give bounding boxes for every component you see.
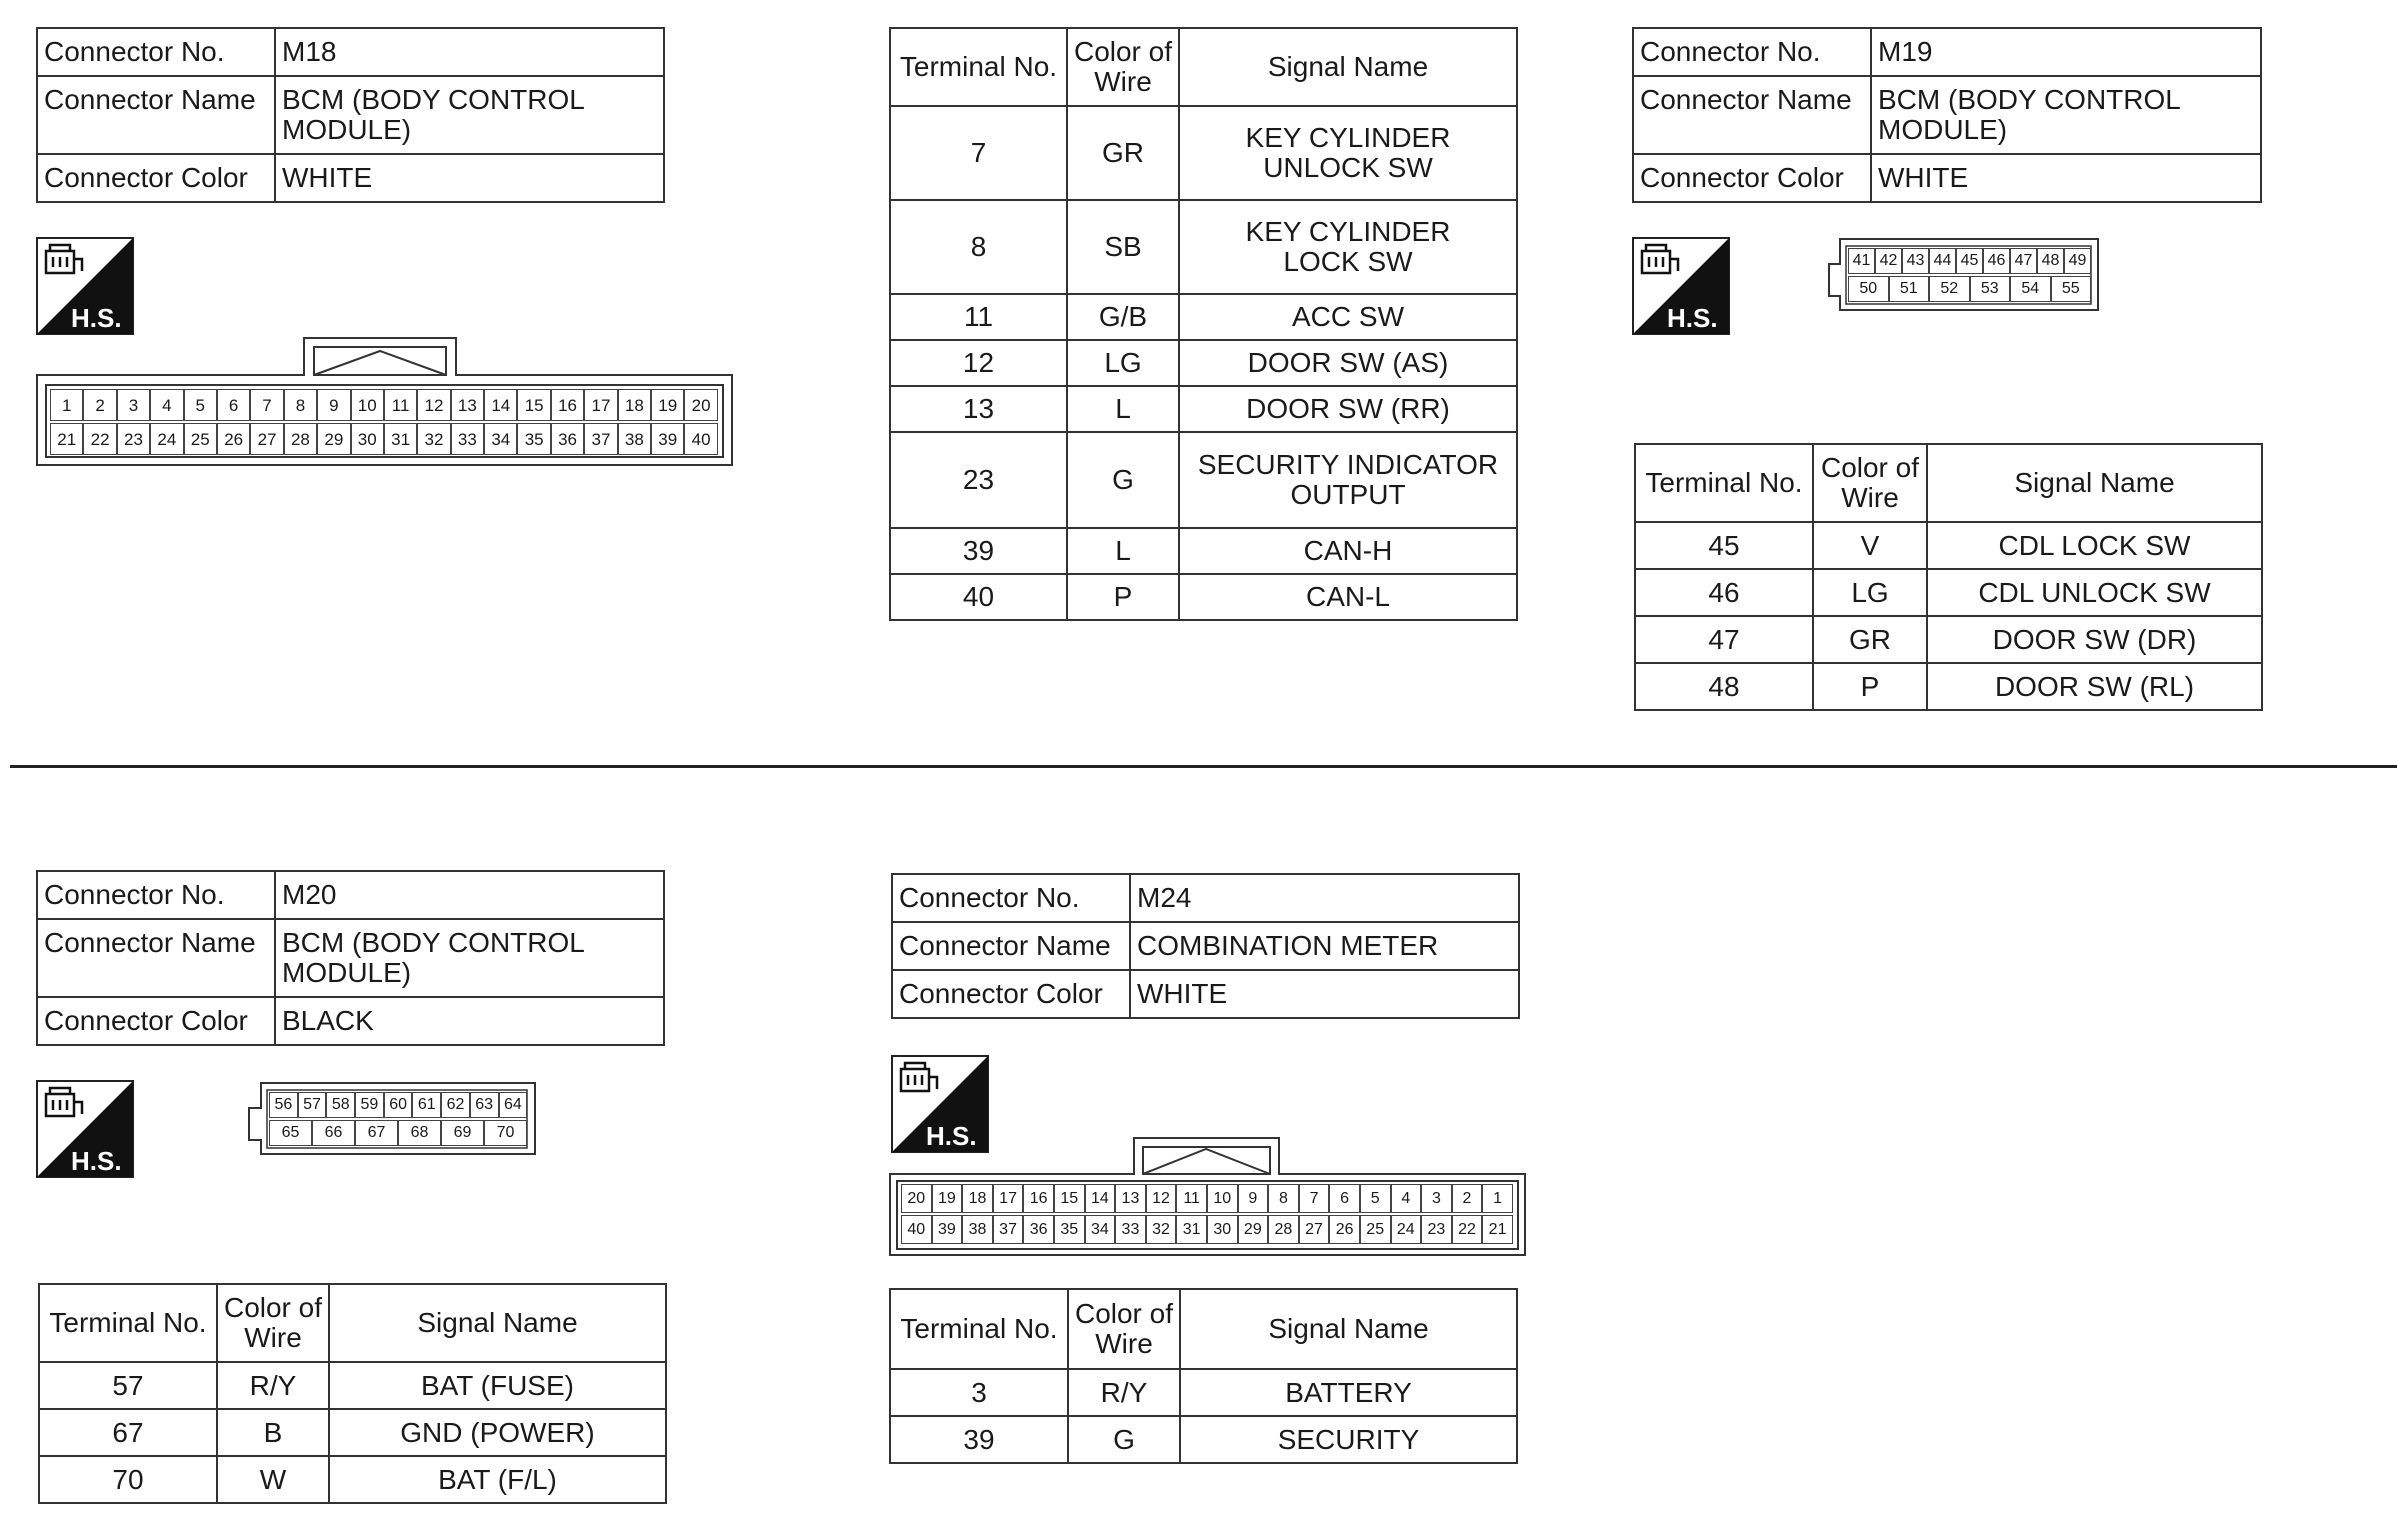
signal-name-cell: BAT (F/L): [329, 1456, 666, 1503]
pin-cavity: 66: [312, 1120, 355, 1146]
connector-color-value: WHITE: [1871, 154, 2261, 202]
pin-cavity: 53: [1970, 276, 2011, 302]
pin-cavity: 13: [451, 389, 484, 421]
table-row: [1635, 663, 2262, 710]
header-line: Color of: [1074, 1298, 1174, 1329]
signal-name-header: Signal Name: [1179, 28, 1517, 106]
connector-color-value: WHITE: [275, 154, 664, 202]
pin-cavity: 36: [1023, 1215, 1054, 1244]
pin-cavity: 61: [412, 1092, 441, 1118]
terminal-no-cell: 46: [1635, 569, 1813, 616]
hs-label: H.S.: [1667, 303, 1718, 333]
pin-cavity: 58: [326, 1092, 355, 1118]
pin-cavity: 10: [351, 389, 384, 421]
pin-cavity: 33: [1115, 1215, 1146, 1244]
connector-name-label: Connector Name: [37, 76, 275, 154]
pin-cavity: 38: [962, 1215, 993, 1244]
pin-cavity: 41: [1848, 248, 1875, 274]
connector-no-value: M24: [1130, 874, 1519, 922]
terminal-no-cell: 39: [890, 1416, 1068, 1463]
pin-cavity: 21: [1482, 1215, 1513, 1244]
pin-cavity: 55: [2051, 276, 2092, 302]
pin-cavity: 44: [1929, 248, 1956, 274]
signal-name-cell: CAN-H: [1179, 528, 1517, 574]
pin-cavity: 40: [684, 423, 717, 455]
pin-cavity: 7: [1299, 1184, 1330, 1213]
pin-cavity: 68: [398, 1120, 441, 1146]
harness-side-icon: [36, 1080, 134, 1178]
connector-name-value: [1871, 76, 2261, 154]
table-row: [39, 1409, 666, 1456]
table-row: [890, 574, 1517, 620]
wire-color-cell: LG: [1067, 340, 1179, 386]
pin-cavity: 70: [484, 1120, 527, 1146]
connector-name-value: COMBINATION METER: [1130, 922, 1519, 970]
table-row: [890, 106, 1517, 200]
connector-name-value: [275, 919, 664, 997]
pin-cavity: 35: [1054, 1215, 1085, 1244]
terminal-no-cell: 11: [890, 294, 1067, 340]
pin-cavity: 39: [651, 423, 684, 455]
m18-connector-face: [36, 337, 733, 467]
header-line: Wire: [1094, 66, 1152, 97]
pin-cavity: 18: [618, 389, 651, 421]
wire-color-cell: G/B: [1067, 294, 1179, 340]
pin-cavity: 64: [499, 1092, 528, 1118]
signal-name-cell: BATTERY: [1180, 1369, 1517, 1416]
pin-cavity: 62: [441, 1092, 470, 1118]
signal-line: LOCK SW: [1283, 246, 1413, 277]
pin-cavity: 33: [451, 423, 484, 455]
wire-color-cell: V: [1813, 522, 1927, 569]
m19-info-table: [1632, 27, 2262, 203]
wire-color-cell: G: [1068, 1416, 1180, 1463]
pin-cavity: 34: [484, 423, 517, 455]
wire-color-cell: P: [1067, 574, 1179, 620]
pin-row-top: [50, 389, 718, 421]
table-row: [890, 340, 1517, 386]
connector-color-value: WHITE: [1130, 970, 1519, 1018]
m24-terminal-table: [889, 1288, 1518, 1464]
signal-line: SECURITY INDICATOR: [1197, 449, 1499, 480]
pin-cavity: 28: [1268, 1215, 1299, 1244]
terminal-no-cell: 70: [39, 1456, 217, 1503]
pin-cavity: 6: [1329, 1184, 1360, 1213]
pin-cavity: 3: [1421, 1184, 1452, 1213]
pin-cavity: 65: [269, 1120, 312, 1146]
pin-cavity: 19: [651, 389, 684, 421]
signal-name-cell: CAN-L: [1179, 574, 1517, 620]
table-row: [890, 294, 1517, 340]
connector-name-line: MODULE): [282, 114, 412, 145]
pin-cavity: 13: [1115, 1184, 1146, 1213]
terminal-no-header: Terminal No.: [890, 28, 1067, 106]
connector-name-value: [275, 76, 664, 154]
wire-color-cell: B: [217, 1409, 329, 1456]
pin-cavity: 34: [1085, 1215, 1116, 1244]
wire-color-header: [1067, 28, 1179, 106]
terminal-no-cell: 23: [890, 432, 1067, 528]
connector-no-label: Connector No.: [37, 28, 275, 76]
pin-row-top: [901, 1184, 1513, 1213]
wire-color-cell: GR: [1813, 616, 1927, 663]
signal-name-cell: DOOR SW (RL): [1927, 663, 2262, 710]
pin-cavity: 50: [1848, 276, 1889, 302]
m20-info-table: [36, 870, 665, 1046]
m19-connector-face: [1826, 238, 2113, 312]
pin-cavity: 52: [1929, 276, 1970, 302]
pin-cavity: 19: [932, 1184, 963, 1213]
pin-cavity: 30: [1207, 1215, 1238, 1244]
pin-cavity: 12: [1146, 1184, 1177, 1213]
wire-color-cell: G: [1067, 432, 1179, 528]
connector-color-label: Connector Color: [37, 154, 275, 202]
header-line: Wire: [1841, 482, 1899, 513]
pin-cavity: 14: [1085, 1184, 1116, 1213]
hs-label: H.S.: [926, 1121, 977, 1151]
pin-cavity: 15: [1054, 1184, 1085, 1213]
terminal-no-cell: 45: [1635, 522, 1813, 569]
connector-name-line: BCM (BODY CONTROL: [282, 927, 585, 958]
signal-line: UNLOCK SW: [1263, 152, 1433, 183]
wire-color-cell: R/Y: [217, 1362, 329, 1409]
wire-color-header: [217, 1284, 329, 1362]
pin-cavity: 4: [150, 389, 183, 421]
pin-cavity: 30: [351, 423, 384, 455]
terminal-no-cell: 3: [890, 1369, 1068, 1416]
pin-cavity: 24: [1391, 1215, 1422, 1244]
pin-cavity: 8: [1268, 1184, 1299, 1213]
pin-cavity: 9: [317, 389, 350, 421]
m24-info-table: [891, 873, 1520, 1019]
wire-color-cell: R/Y: [1068, 1369, 1180, 1416]
connector-name-line: BCM (BODY CONTROL: [1878, 84, 2181, 115]
pin-cavity: 60: [384, 1092, 413, 1118]
pin-cavity: 1: [1482, 1184, 1513, 1213]
signal-name-cell: GND (POWER): [329, 1409, 666, 1456]
pin-cavity: 25: [1360, 1215, 1391, 1244]
pin-cavity: 36: [551, 423, 584, 455]
terminal-no-cell: 12: [890, 340, 1067, 386]
harness-side-icon: [1632, 237, 1730, 335]
pin-cavity: 22: [83, 423, 116, 455]
wire-color-cell: L: [1067, 386, 1179, 432]
table-row: [1635, 616, 2262, 663]
signal-name-cell: DOOR SW (AS): [1179, 340, 1517, 386]
connector-color-label: Connector Color: [1633, 154, 1871, 202]
signal-name-header: Signal Name: [1180, 1289, 1517, 1369]
table-row: [890, 528, 1517, 574]
pin-cavity: 46: [1983, 248, 2010, 274]
m18-info-table: [36, 27, 665, 203]
signal-name-cell: ACC SW: [1179, 294, 1517, 340]
pin-row-top: [269, 1092, 527, 1118]
signal-name-cell: CDL LOCK SW: [1927, 522, 2262, 569]
pin-cavity: 18: [962, 1184, 993, 1213]
connector-no-label: Connector No.: [37, 871, 275, 919]
connector-name-line: BCM (BODY CONTROL: [282, 84, 585, 115]
header-line: Wire: [1095, 1328, 1153, 1359]
pin-cavity: 4: [1391, 1184, 1422, 1213]
pin-cavity: 27: [250, 423, 283, 455]
pin-cavity: 1: [50, 389, 83, 421]
pin-cavity: 25: [184, 423, 217, 455]
terminal-no-header: Terminal No.: [39, 1284, 217, 1362]
pin-cavity: 59: [355, 1092, 384, 1118]
pin-cavity: 43: [1902, 248, 1929, 274]
signal-name-header: Signal Name: [1927, 444, 2262, 522]
pin-cavity: 27: [1299, 1215, 1330, 1244]
pin-cavity: 51: [1889, 276, 1930, 302]
connector-no-label: Connector No.: [1633, 28, 1871, 76]
connector-color-label: Connector Color: [37, 997, 275, 1045]
signal-name-cell: [1179, 106, 1517, 200]
section-divider: [10, 765, 2397, 768]
table-row: [890, 200, 1517, 294]
pin-cavity: 11: [1176, 1184, 1207, 1213]
pin-cavity: 42: [1875, 248, 1902, 274]
header-line: Wire: [244, 1322, 302, 1353]
wire-color-cell: LG: [1813, 569, 1927, 616]
pin-cavity: 37: [993, 1215, 1024, 1244]
pin-cavity: 9: [1238, 1184, 1269, 1213]
terminal-no-cell: 39: [890, 528, 1067, 574]
connector-name-line: MODULE): [1878, 114, 2008, 145]
pin-cavity: 20: [684, 389, 717, 421]
header-line: Color of: [223, 1292, 323, 1323]
pin-row-top: [1848, 248, 2091, 274]
connector-no-value: M20: [275, 871, 664, 919]
connector-name-label: Connector Name: [37, 919, 275, 997]
terminal-no-cell: 47: [1635, 616, 1813, 663]
pin-cavity: 5: [1360, 1184, 1391, 1213]
pin-cavity: 8: [284, 389, 317, 421]
pin-cavity: 31: [384, 423, 417, 455]
table-row: [39, 1456, 666, 1503]
pin-cavity: 69: [441, 1120, 484, 1146]
terminal-no-cell: 7: [890, 106, 1067, 200]
signal-name-cell: SECURITY: [1180, 1416, 1517, 1463]
header-line: Color of: [1820, 452, 1920, 483]
pin-cavity: 31: [1176, 1215, 1207, 1244]
signal-name-cell: CDL UNLOCK SW: [1927, 569, 2262, 616]
terminal-no-cell: 67: [39, 1409, 217, 1456]
connector-no-value: M18: [275, 28, 664, 76]
pin-cavity: 22: [1452, 1215, 1483, 1244]
terminal-no-cell: 57: [39, 1362, 217, 1409]
m20-terminal-table: [38, 1283, 667, 1504]
pin-cavity: 16: [551, 389, 584, 421]
pin-cavity: 57: [298, 1092, 327, 1118]
pin-row-bottom: [50, 423, 718, 455]
pin-cavity: 40: [901, 1215, 932, 1244]
hs-label: H.S.: [71, 1146, 122, 1176]
terminal-no-cell: 13: [890, 386, 1067, 432]
pin-cavity: 7: [250, 389, 283, 421]
signal-line: OUTPUT: [1290, 479, 1406, 510]
signal-name-cell: [1179, 432, 1517, 528]
header-line: Color of: [1073, 36, 1173, 67]
connector-color-label: Connector Color: [892, 970, 1130, 1018]
pin-cavity: 20: [901, 1184, 932, 1213]
connector-name-label: Connector Name: [1633, 76, 1871, 154]
connector-no-label: Connector No.: [892, 874, 1130, 922]
pin-cavity: 15: [517, 389, 550, 421]
pin-cavity: 49: [2064, 248, 2091, 274]
signal-name-cell: BAT (FUSE): [329, 1362, 666, 1409]
pin-cavity: 67: [355, 1120, 398, 1146]
m19-terminal-table: [1634, 443, 2263, 711]
wire-color-cell: P: [1813, 663, 1927, 710]
table-row: [890, 386, 1517, 432]
pin-cavity: 11: [384, 389, 417, 421]
connector-no-value: M19: [1871, 28, 2261, 76]
pin-cavity: 21: [50, 423, 83, 455]
hs-label: H.S.: [71, 303, 122, 333]
pin-cavity: 29: [1238, 1215, 1269, 1244]
m20-connector-face: [247, 1082, 537, 1156]
pin-cavity: 32: [1146, 1215, 1177, 1244]
wire-color-cell: GR: [1067, 106, 1179, 200]
wire-color-cell: L: [1067, 528, 1179, 574]
pin-cavity: 29: [317, 423, 350, 455]
pin-cavity: 17: [584, 389, 617, 421]
pin-cavity: 12: [417, 389, 450, 421]
pin-cavity: 26: [217, 423, 250, 455]
table-row: [890, 432, 1517, 528]
wire-color-cell: SB: [1067, 200, 1179, 294]
pin-cavity: 6: [217, 389, 250, 421]
harness-side-icon: [36, 237, 134, 335]
pin-cavity: 24: [150, 423, 183, 455]
signal-name-cell: [1179, 200, 1517, 294]
wire-color-header: [1068, 1289, 1180, 1369]
pin-cavity: 28: [284, 423, 317, 455]
terminal-no-cell: 8: [890, 200, 1067, 294]
m24-connector-face: [889, 1137, 1527, 1257]
wire-color-header: [1813, 444, 1927, 522]
pin-cavity: 45: [1956, 248, 1983, 274]
wire-color-cell: W: [217, 1456, 329, 1503]
pin-cavity: 56: [269, 1092, 298, 1118]
pin-cavity: 47: [2010, 248, 2037, 274]
signal-name-header: Signal Name: [329, 1284, 666, 1362]
pin-cavity: 32: [417, 423, 450, 455]
pin-row-bottom: [269, 1120, 527, 1146]
pin-cavity: 39: [932, 1215, 963, 1244]
connector-name-line: MODULE): [282, 957, 412, 988]
signal-line: KEY CYLINDER: [1245, 122, 1451, 153]
pin-cavity: 10: [1207, 1184, 1238, 1213]
pin-cavity: 37: [584, 423, 617, 455]
table-row: [890, 1369, 1517, 1416]
pin-cavity: 14: [484, 389, 517, 421]
pin-cavity: 5: [184, 389, 217, 421]
pin-cavity: 63: [470, 1092, 499, 1118]
pin-cavity: 16: [1023, 1184, 1054, 1213]
connector-name-label: Connector Name: [892, 922, 1130, 970]
table-row: [1635, 522, 2262, 569]
pin-cavity: 2: [83, 389, 116, 421]
pin-cavity: 54: [2010, 276, 2051, 302]
pin-cavity: 35: [517, 423, 550, 455]
pin-row-bottom: [1848, 276, 2091, 302]
m18-terminal-table: [889, 27, 1518, 621]
terminal-no-cell: 48: [1635, 663, 1813, 710]
table-row: [1635, 569, 2262, 616]
pin-cavity: 23: [1421, 1215, 1452, 1244]
table-row: [890, 1416, 1517, 1463]
pin-row-bottom: [901, 1215, 1513, 1244]
terminal-no-cell: 40: [890, 574, 1067, 620]
pin-cavity: 17: [993, 1184, 1024, 1213]
terminal-no-header: Terminal No.: [890, 1289, 1068, 1369]
signal-line: KEY CYLINDER: [1245, 216, 1451, 247]
pin-cavity: 3: [117, 389, 150, 421]
pin-cavity: 2: [1452, 1184, 1483, 1213]
pin-cavity: 26: [1329, 1215, 1360, 1244]
pin-cavity: 38: [618, 423, 651, 455]
pin-cavity: 23: [117, 423, 150, 455]
terminal-no-header: Terminal No.: [1635, 444, 1813, 522]
table-row: [39, 1362, 666, 1409]
connector-color-value: BLACK: [275, 997, 664, 1045]
signal-name-cell: DOOR SW (RR): [1179, 386, 1517, 432]
signal-name-cell: DOOR SW (DR): [1927, 616, 2262, 663]
pin-cavity: 48: [2037, 248, 2064, 274]
